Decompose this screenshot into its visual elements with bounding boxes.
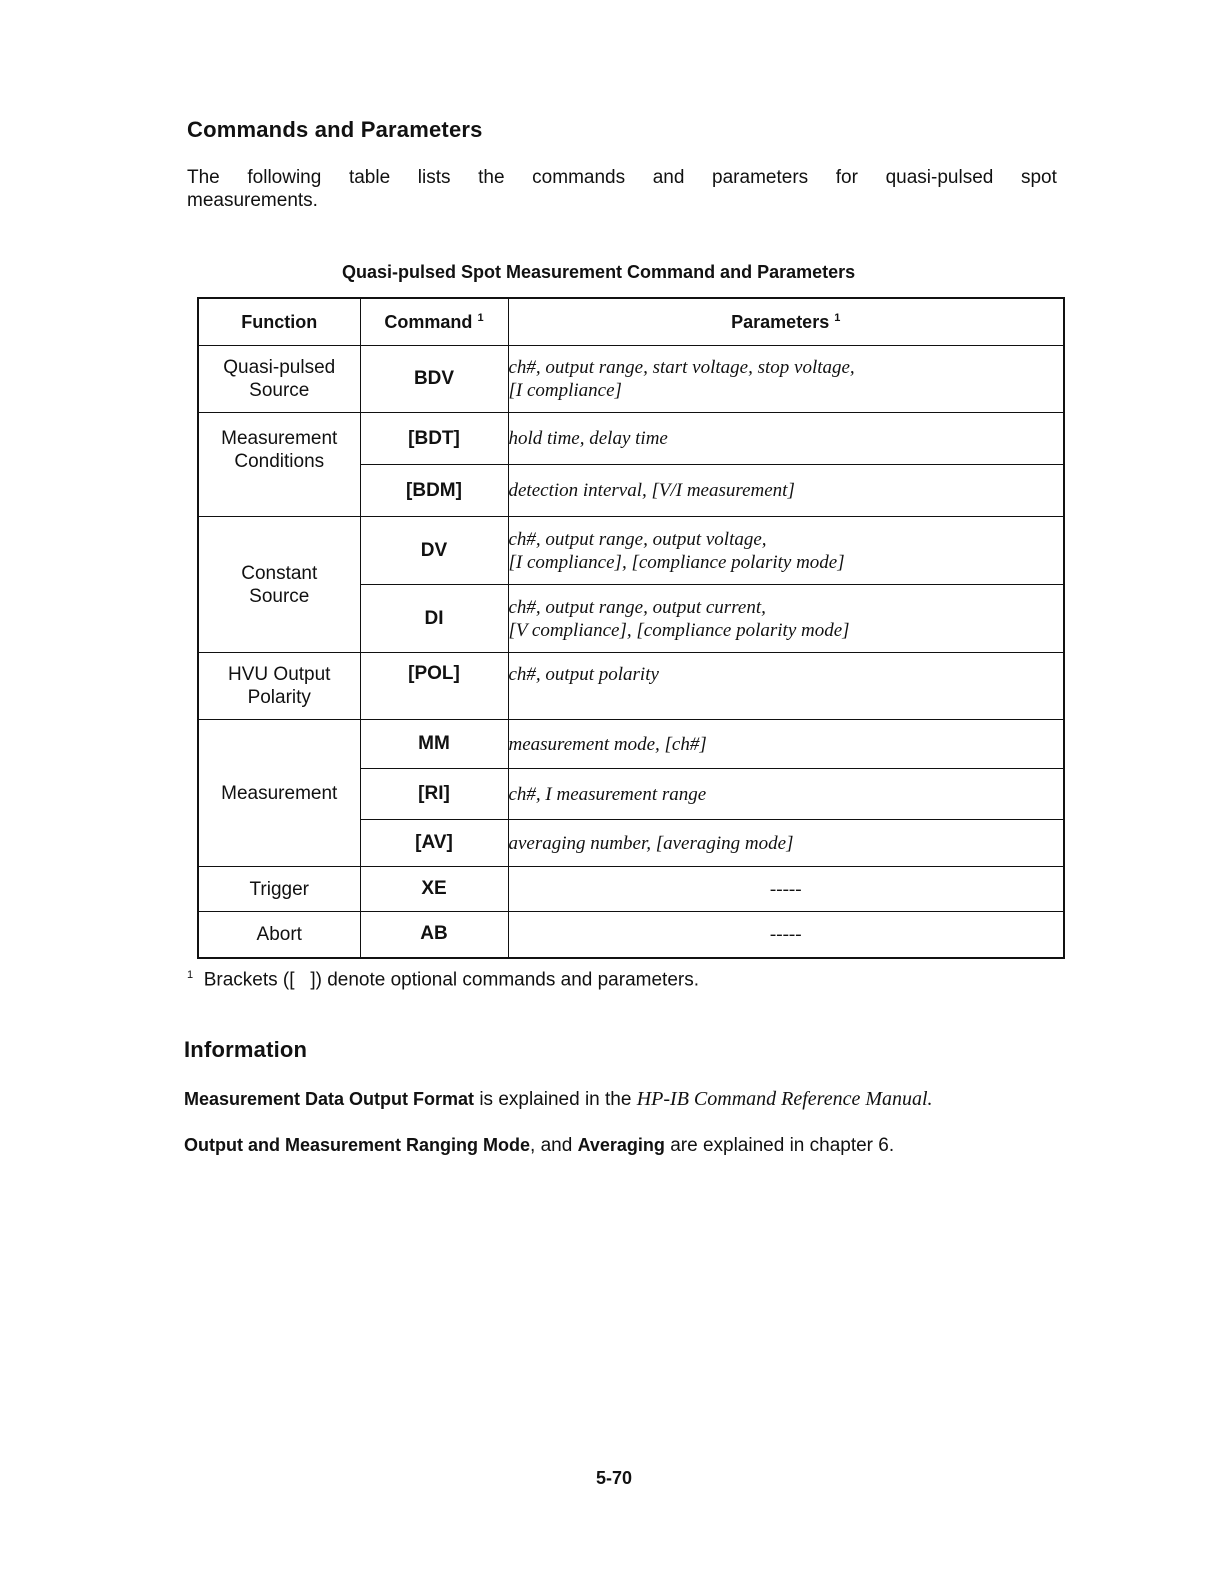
table-footnote [187,969,699,991]
intro-word: following [247,167,322,188]
command-cell: XE [360,867,508,912]
info-bold-term: Measurement Data Output Format [184,1089,475,1109]
command-cell: [BDM] [360,465,508,517]
function-cell: Trigger [198,867,360,912]
table-row [198,867,1064,912]
command-cell: [AV] [360,820,508,867]
command-cell: [BDT] [360,413,508,465]
function-cell: Quasi-pulsed Source [198,346,360,413]
intro-line-1 [187,166,1057,189]
intro-line-2: measurements. [187,190,318,211]
table-row [198,413,1064,465]
section-title: Commands and Parameters [187,117,483,142]
table-header-row [198,298,1064,346]
parameters-cell: hold time, delay time [508,413,1064,465]
footnote-mark: 1 [187,969,194,981]
footnote-ref: 1 [834,311,841,324]
command-cell: DI [360,585,508,653]
parameters-cell: detection interval, [V/I measurement] [508,465,1064,517]
parameters-cell: ch#, output range, output current, [V compliance], [compliance polarity mode] [508,585,1064,653]
function-cell: Measurement Conditions [198,413,360,517]
parameters-cell: ch#, I measurement range [508,769,1064,820]
intro-word: The [187,167,220,188]
command-cell: MM [360,720,508,769]
intro-word: and [652,167,685,188]
parameters-cell: ----- [508,867,1064,912]
parameters-cell: ch#, output polarity [508,653,1064,720]
parameters-cell: measurement mode, [ch#] [508,720,1064,769]
intro-word: commands [532,167,626,188]
intro-word: parameters [712,167,809,188]
footnote-text: Brackets ([ ]) denote optional commands and parameters. [203,969,699,991]
function-cell: Measurement [198,720,360,867]
command-cell: AB [360,912,508,958]
intro-word: table [348,167,391,188]
table-row [198,720,1064,769]
table-row [198,912,1064,958]
intro-word: lists [417,167,451,188]
function-cell: HVU Output Polarity [198,653,360,720]
command-cell: DV [360,517,508,585]
footnote-ref: 1 [477,311,484,324]
table-caption: Quasi-pulsed Spot Measurement Command and Parameters [342,262,856,282]
table-row [198,346,1064,413]
table-row [198,517,1064,585]
intro-paragraph [187,166,1057,212]
function-cell: Constant Source [198,517,360,653]
parameters-cell: ----- [508,912,1064,958]
intro-word: for [835,167,858,188]
info-bold-term: Output and Measurement Ranging Mode [184,1135,531,1155]
information-line-1: Measurement Data Output Format is explained in the HP-IB Command Reference Manual. [184,1088,933,1110]
header-function: Function [198,298,360,346]
command-table [197,297,1065,959]
intro-word: spot [1020,167,1057,188]
command-cell: [RI] [360,769,508,820]
command-cell: BDV [360,346,508,413]
intro-word: quasi-pulsed [885,167,994,188]
parameters-cell: ch#, output range, output voltage, [I compliance], [compliance polarity mode] [508,517,1064,585]
function-cell: Abort [198,912,360,958]
command-cell: [POL] [360,653,508,720]
intro-word: the [478,167,505,188]
header-command: Command $^1$ [360,298,508,346]
parameters-cell: averaging number, [averaging mode] [508,820,1064,867]
information-title: Information [184,1037,308,1062]
info-bold-term: Averaging [577,1135,665,1155]
information-line-2: Output and Measurement Ranging Mode, and Averaging are explained in chapter 6. [184,1135,895,1156]
table-row [198,653,1064,720]
parameters-cell: ch#, output range, start voltage, stop voltage, [I compliance] [508,346,1064,413]
page-number: 5-70 [596,1468,633,1488]
header-parameters: Parameters $^1$ [508,298,1064,346]
manual-reference: HP-IB Command Reference Manual. [636,1088,933,1110]
